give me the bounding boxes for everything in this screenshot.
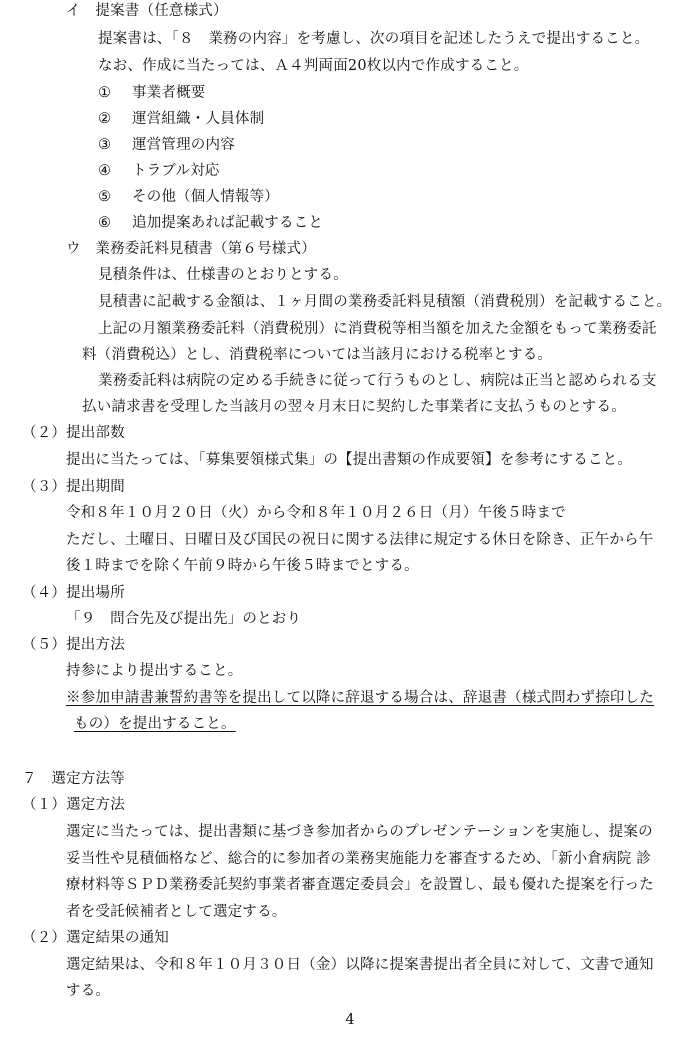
list-item bbox=[98, 184, 279, 210]
withdrawal-note-cont: もの）を提出すること。 bbox=[74, 716, 236, 732]
section-u-heading: ウ 業務委託料見積書（第６号様式） bbox=[66, 241, 316, 257]
section-7-2-line: 選定結果は、令和８年１０月３０日（金）以降に提案書提出者全員に対して、文書で通知 bbox=[66, 957, 654, 973]
section-7-1-line: 妥当性や見積価格など、総合的に参加者の業務実施能力を審査するため、「新小倉病院 診 bbox=[66, 851, 651, 867]
section-i-para2: なお、作成に当たっては、Ａ４判両面20枚以内で作成すること。 bbox=[98, 58, 529, 74]
section-4-heading: （４）提出場所 bbox=[22, 585, 125, 601]
list-item bbox=[98, 80, 206, 106]
list-item-number: ③ bbox=[98, 137, 112, 153]
section-3-line: 令和８年１０月２０日（火）から令和８年１０月２６日（月）午後５時まで bbox=[66, 505, 566, 521]
section-7-1-line: 者を受託候補者として選定する。 bbox=[66, 904, 287, 920]
section-u-line: 見積書に記載する金額は、１ヶ月間の業務委託料見積額（消費税別）を記載すること。 bbox=[98, 294, 672, 310]
section-3-heading: （３）提出期間 bbox=[22, 479, 125, 495]
list-item bbox=[98, 158, 220, 184]
section-i-heading: イ 提案書（任意様式） bbox=[66, 3, 228, 19]
section-7-2-line: する。 bbox=[66, 983, 111, 999]
section-7-1-line: 療材料等ＳＰＤ業務委託契約事業者審査選定委員会」を設置し、最も優れた提案を行った bbox=[66, 877, 654, 893]
list-item-number: ① bbox=[98, 85, 112, 101]
list-item-text: その他（個人情報等） bbox=[132, 189, 279, 205]
section-3-line: ただし、土曜日、日曜日及び国民の祝日に関する法律に規定する休日を除き、正午から午 bbox=[66, 532, 654, 548]
list-item bbox=[98, 106, 264, 132]
section-u-line: 見積条件は、仕様書のとおりとする。 bbox=[98, 267, 348, 283]
section-u-line: 払い請求書を受理した当該月の翌々月末日に契約した事業者に支払うものとする。 bbox=[82, 399, 626, 415]
section-4-line: 「９ 問合先及び提出先」のとおり bbox=[66, 611, 302, 627]
list-item bbox=[98, 210, 323, 236]
section-u-line: 料（消費税込）とし、消費税率については当該月における税率とする。 bbox=[82, 347, 553, 363]
list-item-text: 運営組織・人員体制 bbox=[132, 111, 265, 127]
list-item bbox=[98, 132, 235, 158]
page-number: 4 bbox=[345, 1012, 355, 1028]
section-u-line: 上記の月額業務委託料（消費税別）に消費税等相当額を加えた金額をもって業務委託 bbox=[98, 321, 657, 337]
section-7-1-line: 選定に当たっては、提出書類に基づき参加者からのプレゼンテーションを実施し、提案の bbox=[66, 824, 653, 840]
section-u-line: 業務委託料は病院の定める手続きに従って行うものとし、病院は正当と認められる支 bbox=[98, 373, 657, 389]
section-5-line: 持参により提出すること。 bbox=[66, 663, 243, 679]
section-2-line: 提出に当たっては、「募集要領様式集」の【提出書類の作成要領】を参考にすること。 bbox=[66, 452, 633, 468]
list-item-text: 運営管理の内容 bbox=[132, 137, 235, 153]
section-7-2-heading: （２）選定結果の通知 bbox=[22, 930, 169, 946]
section-7-1-heading: （１）選定方法 bbox=[22, 797, 125, 813]
list-item-text: トラブル対応 bbox=[132, 163, 220, 179]
section-2-heading: （２）提出部数 bbox=[22, 425, 125, 441]
list-item-number: ⑤ bbox=[98, 189, 112, 205]
withdrawal-note: ※参加申請書兼誓約書等を提出して以降に辞退する場合は、辞退書（様式問わず捺印した bbox=[66, 690, 654, 706]
list-item-number: ④ bbox=[98, 163, 112, 179]
list-item-number: ② bbox=[98, 111, 112, 127]
section-5-heading: （５）提出方法 bbox=[22, 637, 125, 653]
list-item-text: 追加提案あれば記載すること bbox=[132, 215, 324, 231]
list-item-text: 事業者概要 bbox=[132, 85, 206, 101]
list-item-number: ⑥ bbox=[98, 215, 112, 231]
section-3-line: 後１時までを除く午前９時から午後５時までとする。 bbox=[66, 558, 419, 574]
section-7-heading: ７ 選定方法等 bbox=[22, 771, 125, 787]
section-i-para1: 提案書は、「８ 業務の内容」を考慮し、次の項目を記述したうえで提出すること。 bbox=[98, 31, 650, 47]
